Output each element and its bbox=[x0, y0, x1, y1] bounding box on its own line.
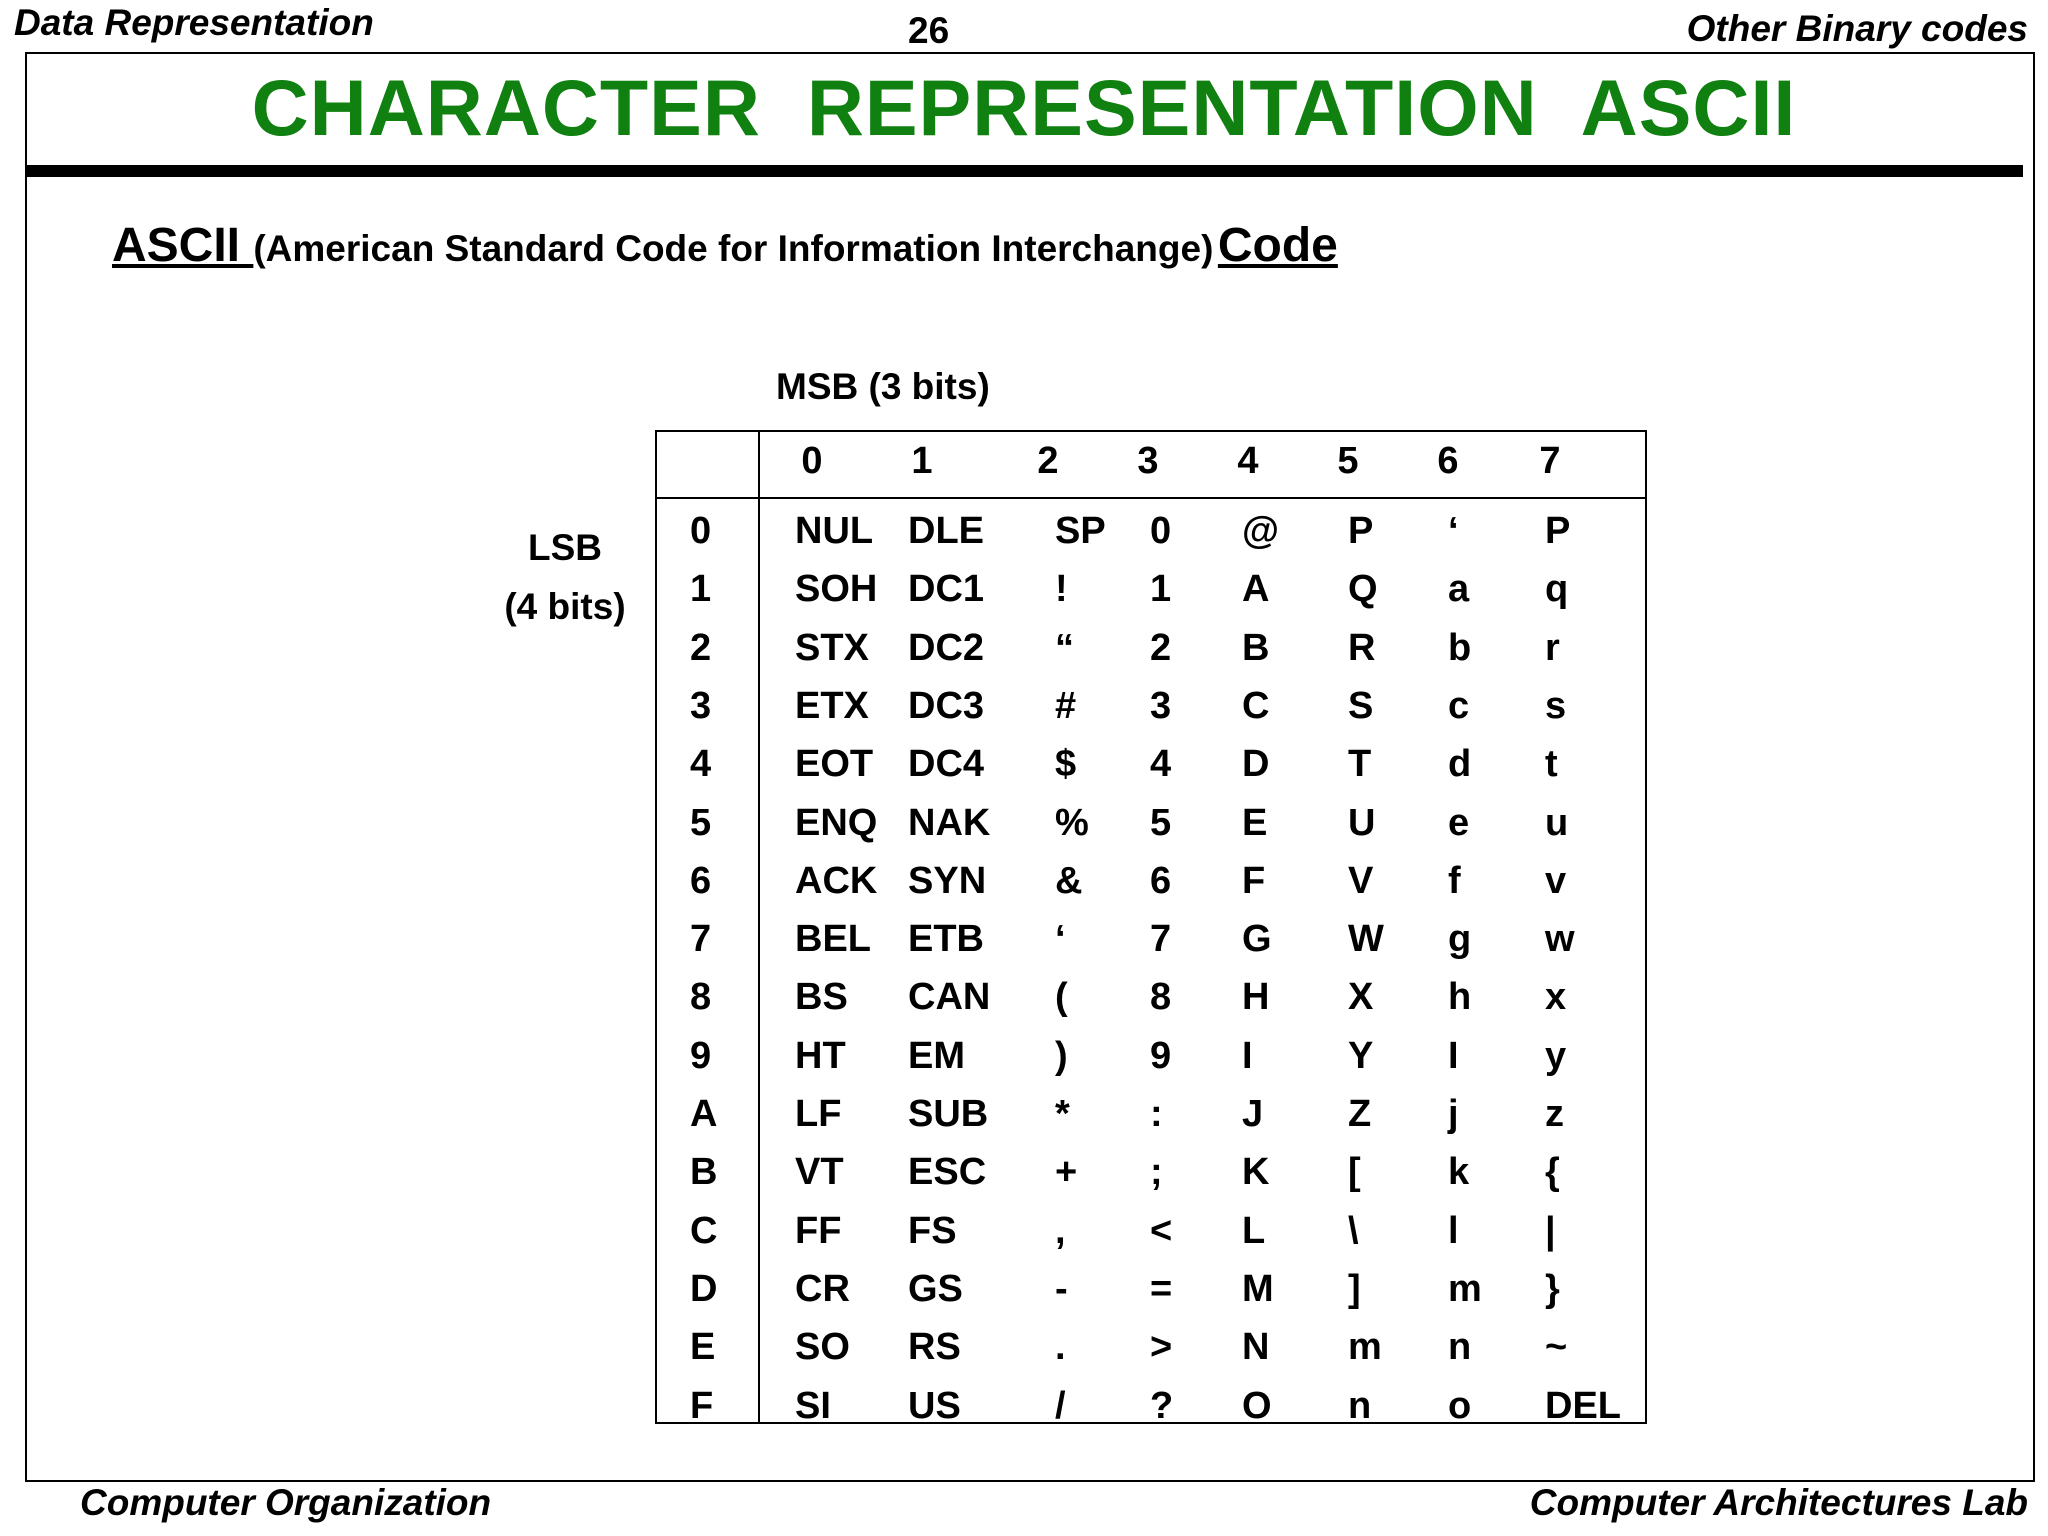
row-header: B bbox=[690, 1151, 718, 1194]
table-cell: < bbox=[1150, 1209, 1173, 1252]
table-cell: c bbox=[1448, 684, 1470, 727]
table-cell: ‘ bbox=[1448, 510, 1459, 552]
table-cell: q bbox=[1545, 568, 1569, 611]
table-cell: j bbox=[1448, 1093, 1459, 1135]
header-section-topic: Other Binary codes bbox=[1686, 8, 2028, 49]
table-cell: ETX bbox=[795, 684, 869, 727]
table-cell: / bbox=[1055, 1384, 1066, 1427]
table-cell: Q bbox=[1348, 568, 1378, 611]
table-cell: 1 bbox=[1150, 568, 1172, 611]
table-cell: NUL bbox=[795, 510, 874, 552]
table-cell: | bbox=[1545, 1209, 1556, 1252]
table-cell: b bbox=[1448, 626, 1472, 669]
table-cell: n bbox=[1448, 1326, 1472, 1369]
table-column-header-divider bbox=[655, 497, 1647, 499]
table-cell: VT bbox=[795, 1151, 844, 1194]
column-header: 2 bbox=[1037, 440, 1059, 482]
table-cell: 7 bbox=[1150, 918, 1172, 961]
table-cell: + bbox=[1055, 1151, 1078, 1194]
row-header: 4 bbox=[690, 743, 712, 786]
row-header: 1 bbox=[690, 568, 712, 611]
table-cell: z bbox=[1545, 1093, 1564, 1135]
table-cell: e bbox=[1448, 801, 1470, 844]
table-cell: US bbox=[908, 1384, 961, 1427]
table-cell: @ bbox=[1242, 510, 1280, 552]
table-cell: n bbox=[1348, 1384, 1372, 1427]
table-cell: ENQ bbox=[795, 801, 878, 844]
table-cell: Z bbox=[1348, 1093, 1372, 1135]
table-cell: CR bbox=[795, 1267, 850, 1310]
table-cell: - bbox=[1055, 1267, 1068, 1310]
table-cell: O bbox=[1242, 1384, 1272, 1427]
table-cell: 8 bbox=[1150, 976, 1172, 1019]
table-cell: DLE bbox=[908, 510, 984, 552]
table-cell: FF bbox=[795, 1209, 842, 1252]
row-header: 5 bbox=[690, 801, 712, 844]
table-row-header-divider bbox=[758, 430, 760, 1424]
title-divider bbox=[25, 165, 2023, 177]
table-cell: L bbox=[1242, 1209, 1266, 1252]
table-cell: RS bbox=[908, 1326, 961, 1369]
column-header: 6 bbox=[1437, 440, 1459, 482]
table-cell: M bbox=[1242, 1267, 1274, 1310]
table-cell: V bbox=[1348, 859, 1374, 902]
table-cell: C bbox=[1242, 684, 1270, 727]
table-cell: X bbox=[1348, 976, 1374, 1019]
table-cell: SP bbox=[1055, 510, 1106, 552]
table-cell: w bbox=[1545, 918, 1575, 961]
table-cell: N bbox=[1242, 1326, 1270, 1369]
table-cell: G bbox=[1242, 918, 1272, 961]
table-cell: $ bbox=[1055, 743, 1077, 786]
table-cell: FS bbox=[908, 1209, 957, 1252]
row-header: A bbox=[690, 1093, 718, 1135]
table-cell: DC3 bbox=[908, 684, 985, 727]
table-cell: ? bbox=[1150, 1384, 1174, 1427]
table-cell: P bbox=[1348, 510, 1374, 552]
table-cell: DC2 bbox=[908, 626, 985, 669]
table-cell: BEL bbox=[795, 918, 871, 961]
column-header: 3 bbox=[1137, 440, 1159, 482]
table-cell: H bbox=[1242, 976, 1270, 1019]
column-header: 0 bbox=[801, 440, 823, 482]
table-cell: ‘ bbox=[1055, 918, 1066, 961]
table-cell: } bbox=[1545, 1267, 1560, 1310]
column-header: 4 bbox=[1237, 440, 1259, 482]
table-cell: # bbox=[1055, 684, 1077, 727]
table-cell: : bbox=[1150, 1093, 1163, 1135]
table-cell: DEL bbox=[1545, 1384, 1621, 1427]
table-cell: 4 bbox=[1150, 743, 1172, 786]
table-cell: l bbox=[1448, 1209, 1459, 1252]
table-cell: Y bbox=[1348, 1034, 1374, 1077]
table-cell: x bbox=[1545, 976, 1567, 1019]
table-cell: NAK bbox=[908, 801, 991, 844]
msb-label: MSB (3 bits) bbox=[776, 366, 990, 407]
row-header: 8 bbox=[690, 976, 712, 1019]
table-cell: CAN bbox=[908, 976, 991, 1019]
table-cell: ! bbox=[1055, 568, 1068, 611]
table-cell: 3 bbox=[1150, 684, 1172, 727]
footer-course: Computer Organization bbox=[80, 1482, 492, 1523]
table-cell: m bbox=[1348, 1326, 1382, 1369]
table-cell: GS bbox=[908, 1267, 963, 1310]
table-cell: = bbox=[1150, 1267, 1173, 1310]
table-cell: > bbox=[1150, 1326, 1173, 1369]
table-cell: 5 bbox=[1150, 801, 1172, 844]
column-header: 7 bbox=[1539, 440, 1561, 482]
table-cell: ETB bbox=[908, 918, 984, 961]
table-cell: \ bbox=[1348, 1209, 1359, 1252]
table-cell: , bbox=[1055, 1209, 1066, 1252]
page-number: 26 bbox=[908, 10, 950, 51]
table-cell: STX bbox=[795, 626, 869, 669]
row-header: D bbox=[690, 1267, 718, 1310]
subtitle bbox=[112, 218, 1338, 273]
row-header: 0 bbox=[690, 510, 712, 552]
table-cell: T bbox=[1348, 743, 1372, 786]
table-cell: EOT bbox=[795, 743, 874, 786]
table-cell: K bbox=[1242, 1151, 1270, 1194]
table-cell: ACK bbox=[795, 859, 878, 902]
table-cell: 9 bbox=[1150, 1034, 1172, 1077]
row-header: 9 bbox=[690, 1034, 712, 1077]
subtitle-expansion: (American Standard Code for Information Interchange) bbox=[253, 228, 1214, 269]
table-cell: W bbox=[1348, 918, 1384, 961]
table-cell: ) bbox=[1055, 1034, 1068, 1077]
table-cell: ~ bbox=[1545, 1326, 1568, 1369]
table-cell: k bbox=[1448, 1151, 1470, 1194]
column-header: 5 bbox=[1337, 440, 1359, 482]
table-cell: 0 bbox=[1150, 510, 1172, 552]
table-cell: A bbox=[1242, 568, 1270, 611]
table-cell: ESC bbox=[908, 1151, 987, 1194]
table-cell: B bbox=[1242, 626, 1270, 669]
table-cell: SUB bbox=[908, 1093, 989, 1135]
table-cell: 2 bbox=[1150, 626, 1172, 669]
table-cell: ] bbox=[1348, 1267, 1361, 1310]
table-cell: o bbox=[1448, 1384, 1472, 1427]
table-cell: a bbox=[1448, 568, 1470, 611]
table-cell: [ bbox=[1348, 1151, 1361, 1194]
table-cell: J bbox=[1242, 1093, 1264, 1135]
table-cell: y bbox=[1545, 1034, 1567, 1077]
row-header: 2 bbox=[690, 626, 712, 669]
table-cell: SYN bbox=[908, 859, 987, 902]
row-header: 6 bbox=[690, 859, 712, 902]
table-cell: & bbox=[1055, 859, 1083, 902]
table-cell: r bbox=[1545, 626, 1560, 669]
table-cell: . bbox=[1055, 1326, 1066, 1369]
row-header: C bbox=[690, 1209, 718, 1252]
table-cell: SOH bbox=[795, 568, 878, 611]
row-header: 7 bbox=[690, 918, 712, 961]
table-cell: S bbox=[1348, 684, 1374, 727]
table-cell: U bbox=[1348, 801, 1376, 844]
header-course-topic: Data Representation bbox=[14, 2, 374, 43]
table-cell: ; bbox=[1150, 1151, 1163, 1194]
table-cell: s bbox=[1545, 684, 1567, 727]
lsb-label-line2: (4 bits) bbox=[504, 586, 626, 627]
table-cell: SI bbox=[795, 1384, 831, 1427]
table-cell: f bbox=[1448, 859, 1461, 902]
table-cell: F bbox=[1242, 859, 1266, 902]
subtitle-ascii: ASCII bbox=[112, 219, 254, 272]
table-cell: * bbox=[1055, 1093, 1070, 1135]
table-cell: 6 bbox=[1150, 859, 1172, 902]
table-cell: “ bbox=[1055, 626, 1074, 669]
row-header: E bbox=[690, 1326, 716, 1369]
table-cell: m bbox=[1448, 1267, 1482, 1310]
footer-lab: Computer Architectures Lab bbox=[1529, 1482, 2028, 1523]
table-cell: ( bbox=[1055, 976, 1068, 1019]
table-cell: LF bbox=[795, 1093, 842, 1135]
table-cell: h bbox=[1448, 976, 1472, 1019]
table-cell: SO bbox=[795, 1326, 850, 1369]
lsb-label bbox=[490, 518, 640, 636]
lsb-label-line1: LSB bbox=[528, 527, 602, 568]
table-cell: P bbox=[1545, 510, 1571, 552]
table-cell: g bbox=[1448, 918, 1472, 961]
table-cell: BS bbox=[795, 976, 848, 1019]
table-cell: EM bbox=[908, 1034, 965, 1077]
column-header: 1 bbox=[911, 440, 933, 482]
table-cell: u bbox=[1545, 801, 1569, 844]
table-cell: v bbox=[1545, 859, 1567, 902]
table-cell: I bbox=[1448, 1034, 1459, 1077]
subtitle-code: Code bbox=[1217, 219, 1338, 272]
table-cell: E bbox=[1242, 801, 1268, 844]
table-cell: HT bbox=[795, 1034, 846, 1077]
table-cell: d bbox=[1448, 743, 1472, 786]
table-cell: D bbox=[1242, 743, 1270, 786]
slide-title: CHARACTER REPRESENTATION ASCII bbox=[251, 63, 1797, 152]
table-cell: t bbox=[1545, 743, 1558, 786]
table-cell: % bbox=[1055, 801, 1089, 844]
row-header: F bbox=[690, 1384, 714, 1427]
row-header: 3 bbox=[690, 684, 712, 727]
table-cell: DC1 bbox=[908, 568, 985, 611]
table-cell: R bbox=[1348, 626, 1376, 669]
table-cell: DC4 bbox=[908, 743, 985, 786]
table-cell: I bbox=[1242, 1034, 1253, 1077]
table-cell: { bbox=[1545, 1151, 1560, 1194]
